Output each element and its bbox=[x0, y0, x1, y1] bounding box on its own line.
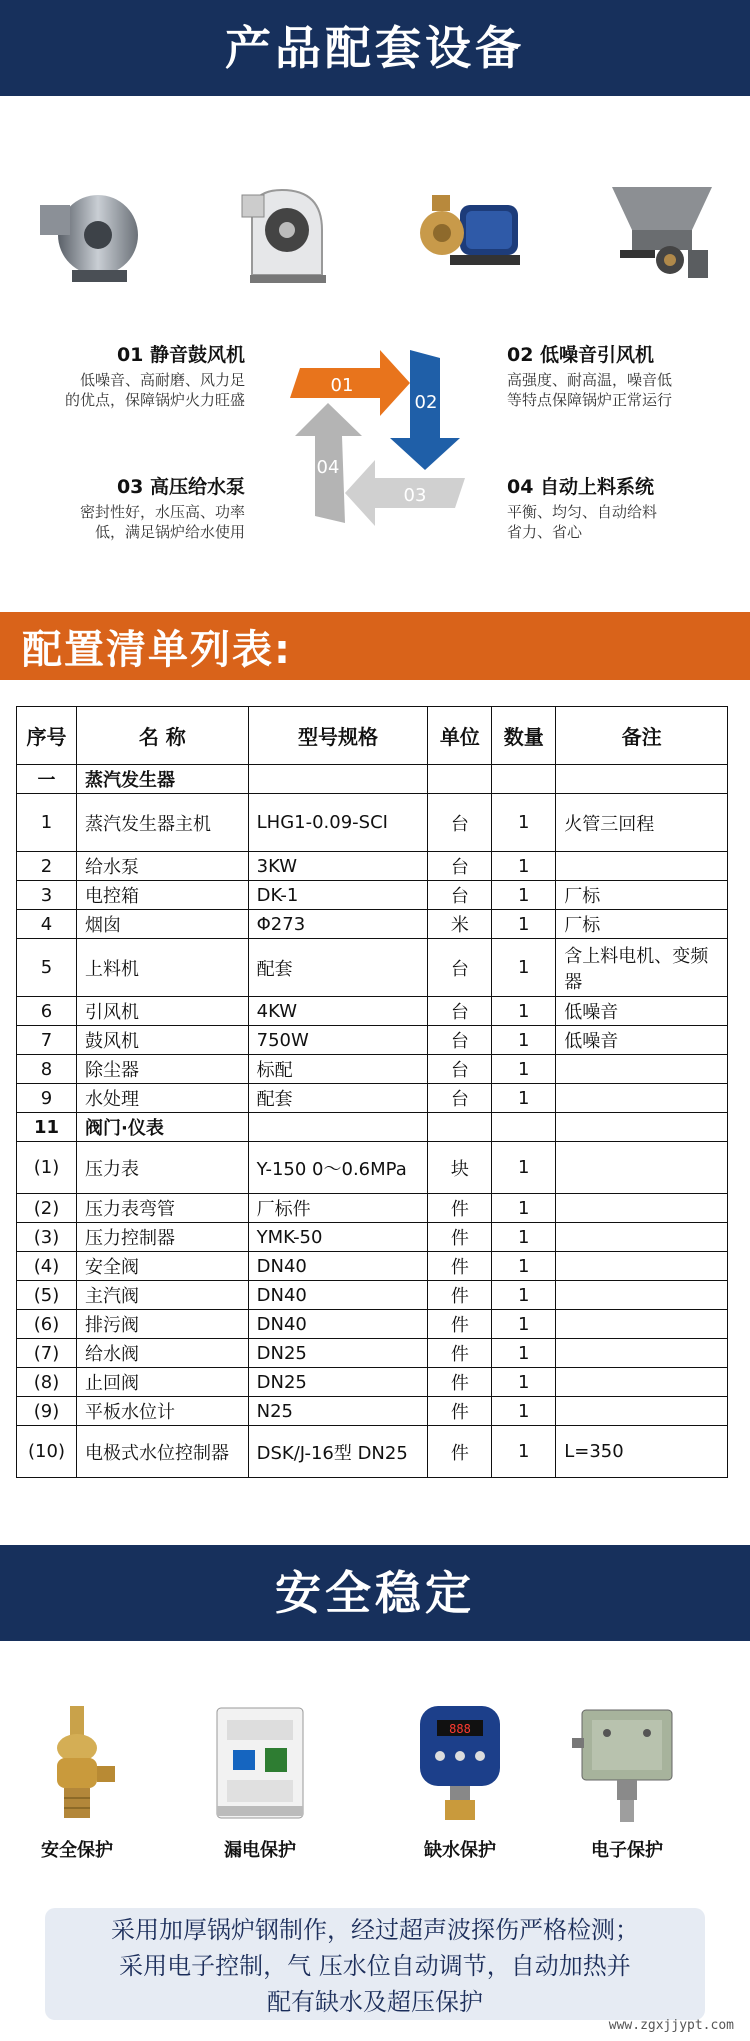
cell-name: 烟囱 bbox=[76, 910, 248, 939]
header-index: 序号 bbox=[17, 707, 77, 765]
pressure-switch-icon bbox=[572, 1698, 682, 1828]
cell-qty: 1 bbox=[492, 910, 556, 939]
cell-name: 引风机 bbox=[76, 997, 248, 1026]
safety-label-2: 漏电保护 bbox=[224, 1840, 296, 1861]
cell-name: 阀门·仪表 bbox=[76, 1113, 248, 1142]
cell-name: 压力表弯管 bbox=[76, 1194, 248, 1223]
cell-spec: DSK/J-16型 DN25 bbox=[248, 1426, 428, 1478]
cell-qty: 1 bbox=[492, 852, 556, 881]
table-row bbox=[17, 881, 728, 910]
cell-index: (2) bbox=[17, 1194, 77, 1223]
leakage-breaker-icon bbox=[205, 1698, 315, 1828]
cell-remark bbox=[556, 1084, 728, 1113]
safety-description-line: 采用电子控制，气 压水位自动调节，自动加热并 bbox=[119, 1952, 631, 1980]
cell-spec: 配套 bbox=[248, 939, 428, 997]
cell-unit: 件 bbox=[428, 1194, 492, 1223]
cell-index: 2 bbox=[17, 852, 77, 881]
cell-spec: 配套 bbox=[248, 1084, 428, 1113]
cell-unit: 台 bbox=[428, 881, 492, 910]
cell-unit: 件 bbox=[428, 1339, 492, 1368]
cell-unit: 件 bbox=[428, 1310, 492, 1339]
equipment-desc-2 bbox=[507, 370, 737, 410]
table-row bbox=[17, 1084, 728, 1113]
cell-name: 安全阀 bbox=[76, 1252, 248, 1281]
cell-spec: 3KW bbox=[248, 852, 428, 881]
cell-remark: 厂标 bbox=[556, 881, 728, 910]
table-header-row bbox=[17, 707, 728, 765]
cell-remark: 低噪音 bbox=[556, 1026, 728, 1055]
desc-line: 省力、省心 bbox=[507, 523, 583, 541]
cell-index: (8) bbox=[17, 1368, 77, 1397]
safety-banner bbox=[0, 1545, 750, 1641]
table-row bbox=[17, 1252, 728, 1281]
cell-unit: 台 bbox=[428, 1026, 492, 1055]
cell-name: 压力表 bbox=[76, 1142, 248, 1194]
cycle-label-02: 02 bbox=[414, 392, 438, 413]
header-unit: 单位 bbox=[428, 707, 492, 765]
safety-label-1: 安全保护 bbox=[41, 1840, 113, 1861]
table-row bbox=[17, 794, 728, 852]
cell-index: 3 bbox=[17, 881, 77, 910]
cell-unit: 件 bbox=[428, 1223, 492, 1252]
cell-qty: 1 bbox=[492, 794, 556, 852]
cell-spec: DN40 bbox=[248, 1310, 428, 1339]
cell-unit: 台 bbox=[428, 1055, 492, 1084]
induced-fan-icon bbox=[222, 175, 342, 295]
desc-line: 低噪音、高耐磨、风力足 bbox=[79, 371, 245, 389]
cell-index: (4) bbox=[17, 1252, 77, 1281]
cell-index: 4 bbox=[17, 910, 77, 939]
desc-line: 低，满足锅炉给水使用 bbox=[94, 523, 245, 541]
safety-banner-title: 安全稳定 bbox=[275, 1566, 475, 1620]
cell-name: 给水阀 bbox=[76, 1339, 248, 1368]
cell-spec: LHG1-0.09-SCI bbox=[248, 794, 428, 852]
cell-spec bbox=[248, 765, 428, 794]
safety-valve-icon bbox=[22, 1698, 132, 1828]
cell-qty: 1 bbox=[492, 1368, 556, 1397]
cell-spec: DN40 bbox=[248, 1281, 428, 1310]
table-row bbox=[17, 1368, 728, 1397]
cell-unit: 件 bbox=[428, 1252, 492, 1281]
cell-unit: 件 bbox=[428, 1368, 492, 1397]
cell-qty: 1 bbox=[492, 1252, 556, 1281]
cell-index: (7) bbox=[17, 1339, 77, 1368]
cell-name: 水处理 bbox=[76, 1084, 248, 1113]
watermark: www.zgxjjypt.com bbox=[608, 2018, 734, 2033]
cell-remark: L=350 bbox=[556, 1426, 728, 1478]
cell-spec: 标配 bbox=[248, 1055, 428, 1084]
cell-name: 上料机 bbox=[76, 939, 248, 997]
cell-name: 主汽阀 bbox=[76, 1281, 248, 1310]
config-table bbox=[16, 706, 728, 1478]
cell-name: 给水泵 bbox=[76, 852, 248, 881]
equipment-title-2: 02 低噪音引风机 bbox=[507, 344, 655, 366]
cell-unit: 台 bbox=[428, 794, 492, 852]
cell-qty: 1 bbox=[492, 1426, 556, 1478]
cell-index: 6 bbox=[17, 997, 77, 1026]
cell-qty: 1 bbox=[492, 1310, 556, 1339]
cell-name: 电控箱 bbox=[76, 881, 248, 910]
cell-remark bbox=[556, 1310, 728, 1339]
cycle-arrows-diagram bbox=[270, 328, 485, 543]
page-title: 产品配套设备 bbox=[225, 21, 525, 75]
cell-index: (6) bbox=[17, 1310, 77, 1339]
table-row bbox=[17, 1339, 728, 1368]
safety-description-line: 配有缺水及超压保护 bbox=[267, 1988, 483, 2016]
cell-name: 电极式水位控制器 bbox=[76, 1426, 248, 1478]
cell-index: (5) bbox=[17, 1281, 77, 1310]
cell-remark bbox=[556, 1252, 728, 1281]
cell-name: 蒸汽发生器主机 bbox=[76, 794, 248, 852]
cell-qty bbox=[492, 1113, 556, 1142]
cell-qty: 1 bbox=[492, 1194, 556, 1223]
table-row bbox=[17, 1055, 728, 1084]
cell-spec: DN25 bbox=[248, 1339, 428, 1368]
desc-line: 的优点，保障锅炉火力旺盛 bbox=[64, 391, 245, 409]
cell-index: (3) bbox=[17, 1223, 77, 1252]
svg-text:888: 888 bbox=[449, 1722, 471, 1736]
table-row bbox=[17, 997, 728, 1026]
cell-qty: 1 bbox=[492, 1084, 556, 1113]
cell-spec: DK-1 bbox=[248, 881, 428, 910]
cell-name: 压力控制器 bbox=[76, 1223, 248, 1252]
table-row bbox=[17, 910, 728, 939]
header-qty: 数量 bbox=[492, 707, 556, 765]
header-remark: 备注 bbox=[556, 707, 728, 765]
cell-name: 平板水位计 bbox=[76, 1397, 248, 1426]
table-row bbox=[17, 852, 728, 881]
cell-remark bbox=[556, 1223, 728, 1252]
cell-spec: YMK-50 bbox=[248, 1223, 428, 1252]
cell-remark bbox=[556, 1368, 728, 1397]
cell-remark bbox=[556, 765, 728, 794]
cell-spec: DN40 bbox=[248, 1252, 428, 1281]
cell-qty: 1 bbox=[492, 997, 556, 1026]
table-row bbox=[17, 1194, 728, 1223]
cell-remark bbox=[556, 1113, 728, 1142]
cell-remark bbox=[556, 1055, 728, 1084]
safety-description bbox=[45, 1908, 705, 2020]
safety-description-line: 采用加厚锅炉钢制作，经过超声波探伤严格检测； bbox=[111, 1916, 639, 1944]
cell-spec: 750W bbox=[248, 1026, 428, 1055]
cell-unit bbox=[428, 765, 492, 794]
cell-qty: 1 bbox=[492, 1281, 556, 1310]
cell-unit: 件 bbox=[428, 1426, 492, 1478]
table-row bbox=[17, 765, 728, 794]
cell-remark bbox=[556, 1397, 728, 1426]
cell-qty: 1 bbox=[492, 1339, 556, 1368]
safety-label-3: 缺水保护 bbox=[424, 1840, 496, 1861]
cell-qty: 1 bbox=[492, 1055, 556, 1084]
cell-unit: 块 bbox=[428, 1142, 492, 1194]
cell-index: 7 bbox=[17, 1026, 77, 1055]
cell-remark: 火管三回程 bbox=[556, 794, 728, 852]
cell-remark bbox=[556, 1194, 728, 1223]
table-row bbox=[17, 1310, 728, 1339]
cell-index: 11 bbox=[17, 1113, 77, 1142]
cell-name: 排污阀 bbox=[76, 1310, 248, 1339]
cell-unit: 台 bbox=[428, 939, 492, 997]
header-spec: 型号规格 bbox=[248, 707, 428, 765]
cell-unit: 件 bbox=[428, 1281, 492, 1310]
equipment-desc-1 bbox=[20, 370, 245, 410]
cell-name: 蒸汽发生器 bbox=[76, 765, 248, 794]
cell-qty: 1 bbox=[492, 1026, 556, 1055]
cell-remark bbox=[556, 852, 728, 881]
cell-index: (10) bbox=[17, 1426, 77, 1478]
cell-index: 5 bbox=[17, 939, 77, 997]
cell-remark bbox=[556, 1142, 728, 1194]
cell-remark bbox=[556, 1281, 728, 1310]
table-row bbox=[17, 1281, 728, 1310]
cell-remark: 含上料电机、变频器 bbox=[556, 939, 728, 997]
cell-unit: 台 bbox=[428, 1084, 492, 1113]
cell-unit: 米 bbox=[428, 910, 492, 939]
equipment-desc-3 bbox=[20, 502, 245, 542]
cell-spec: 厂标件 bbox=[248, 1194, 428, 1223]
equipment-title-3: 03 高压给水泵 bbox=[116, 476, 245, 498]
cell-remark: 厂标 bbox=[556, 910, 728, 939]
cell-name: 止回阀 bbox=[76, 1368, 248, 1397]
equipment-title-4: 04 自动上料系统 bbox=[507, 476, 655, 498]
water-pump-icon bbox=[410, 175, 530, 295]
cell-qty: 1 bbox=[492, 1142, 556, 1194]
cell-index: 1 bbox=[17, 794, 77, 852]
table-row bbox=[17, 1113, 728, 1142]
cell-unit: 台 bbox=[428, 997, 492, 1026]
table-row bbox=[17, 939, 728, 997]
cell-spec: 4KW bbox=[248, 997, 428, 1026]
cycle-label-01: 01 bbox=[330, 375, 354, 396]
cell-remark: 低噪音 bbox=[556, 997, 728, 1026]
cell-qty: 1 bbox=[492, 881, 556, 910]
cell-spec bbox=[248, 1113, 428, 1142]
safety-label-4: 电子保护 bbox=[591, 1840, 663, 1861]
page-title-banner bbox=[0, 0, 750, 96]
cell-spec: Φ273 bbox=[248, 910, 428, 939]
cell-qty: 1 bbox=[492, 939, 556, 997]
cell-spec: Y-150 0～0.6MPa bbox=[248, 1142, 428, 1194]
table-row bbox=[17, 1426, 728, 1478]
cell-index: 一 bbox=[17, 765, 77, 794]
table-row bbox=[17, 1223, 728, 1252]
list-banner-title: 配置清单列表: bbox=[22, 627, 292, 673]
cell-qty: 1 bbox=[492, 1223, 556, 1252]
cell-spec: N25 bbox=[248, 1397, 428, 1426]
feeder-icon bbox=[600, 175, 720, 295]
desc-line: 高强度、耐高温，噪音低 bbox=[507, 371, 673, 389]
list-banner bbox=[0, 612, 750, 680]
cell-unit: 台 bbox=[428, 852, 492, 881]
header-name: 名 称 bbox=[76, 707, 248, 765]
desc-line: 密封性好，水压高、功率 bbox=[79, 503, 245, 521]
blower-icon bbox=[32, 175, 152, 295]
cell-index: (1) bbox=[17, 1142, 77, 1194]
cell-unit bbox=[428, 1113, 492, 1142]
cell-name: 鼓风机 bbox=[76, 1026, 248, 1055]
table-row bbox=[17, 1142, 728, 1194]
water-shortage-controller-icon bbox=[405, 1698, 515, 1828]
cell-qty: 1 bbox=[492, 1397, 556, 1426]
equipment-title-1: 01 静音鼓风机 bbox=[116, 344, 245, 366]
cell-name: 除尘器 bbox=[76, 1055, 248, 1084]
cycle-label-04: 04 bbox=[316, 457, 340, 478]
cell-index: 8 bbox=[17, 1055, 77, 1084]
desc-line: 平衡、均匀、自动给料 bbox=[507, 503, 658, 521]
cell-spec: DN25 bbox=[248, 1368, 428, 1397]
cycle-label-03: 03 bbox=[403, 485, 427, 506]
cell-index: 9 bbox=[17, 1084, 77, 1113]
table-row bbox=[17, 1397, 728, 1426]
cell-index: (9) bbox=[17, 1397, 77, 1426]
cell-unit: 件 bbox=[428, 1397, 492, 1426]
table-row bbox=[17, 1026, 728, 1055]
cell-remark bbox=[556, 1339, 728, 1368]
equipment-desc-4 bbox=[507, 502, 737, 542]
desc-line: 等特点保障锅炉正常运行 bbox=[507, 391, 673, 409]
cell-qty bbox=[492, 765, 556, 794]
